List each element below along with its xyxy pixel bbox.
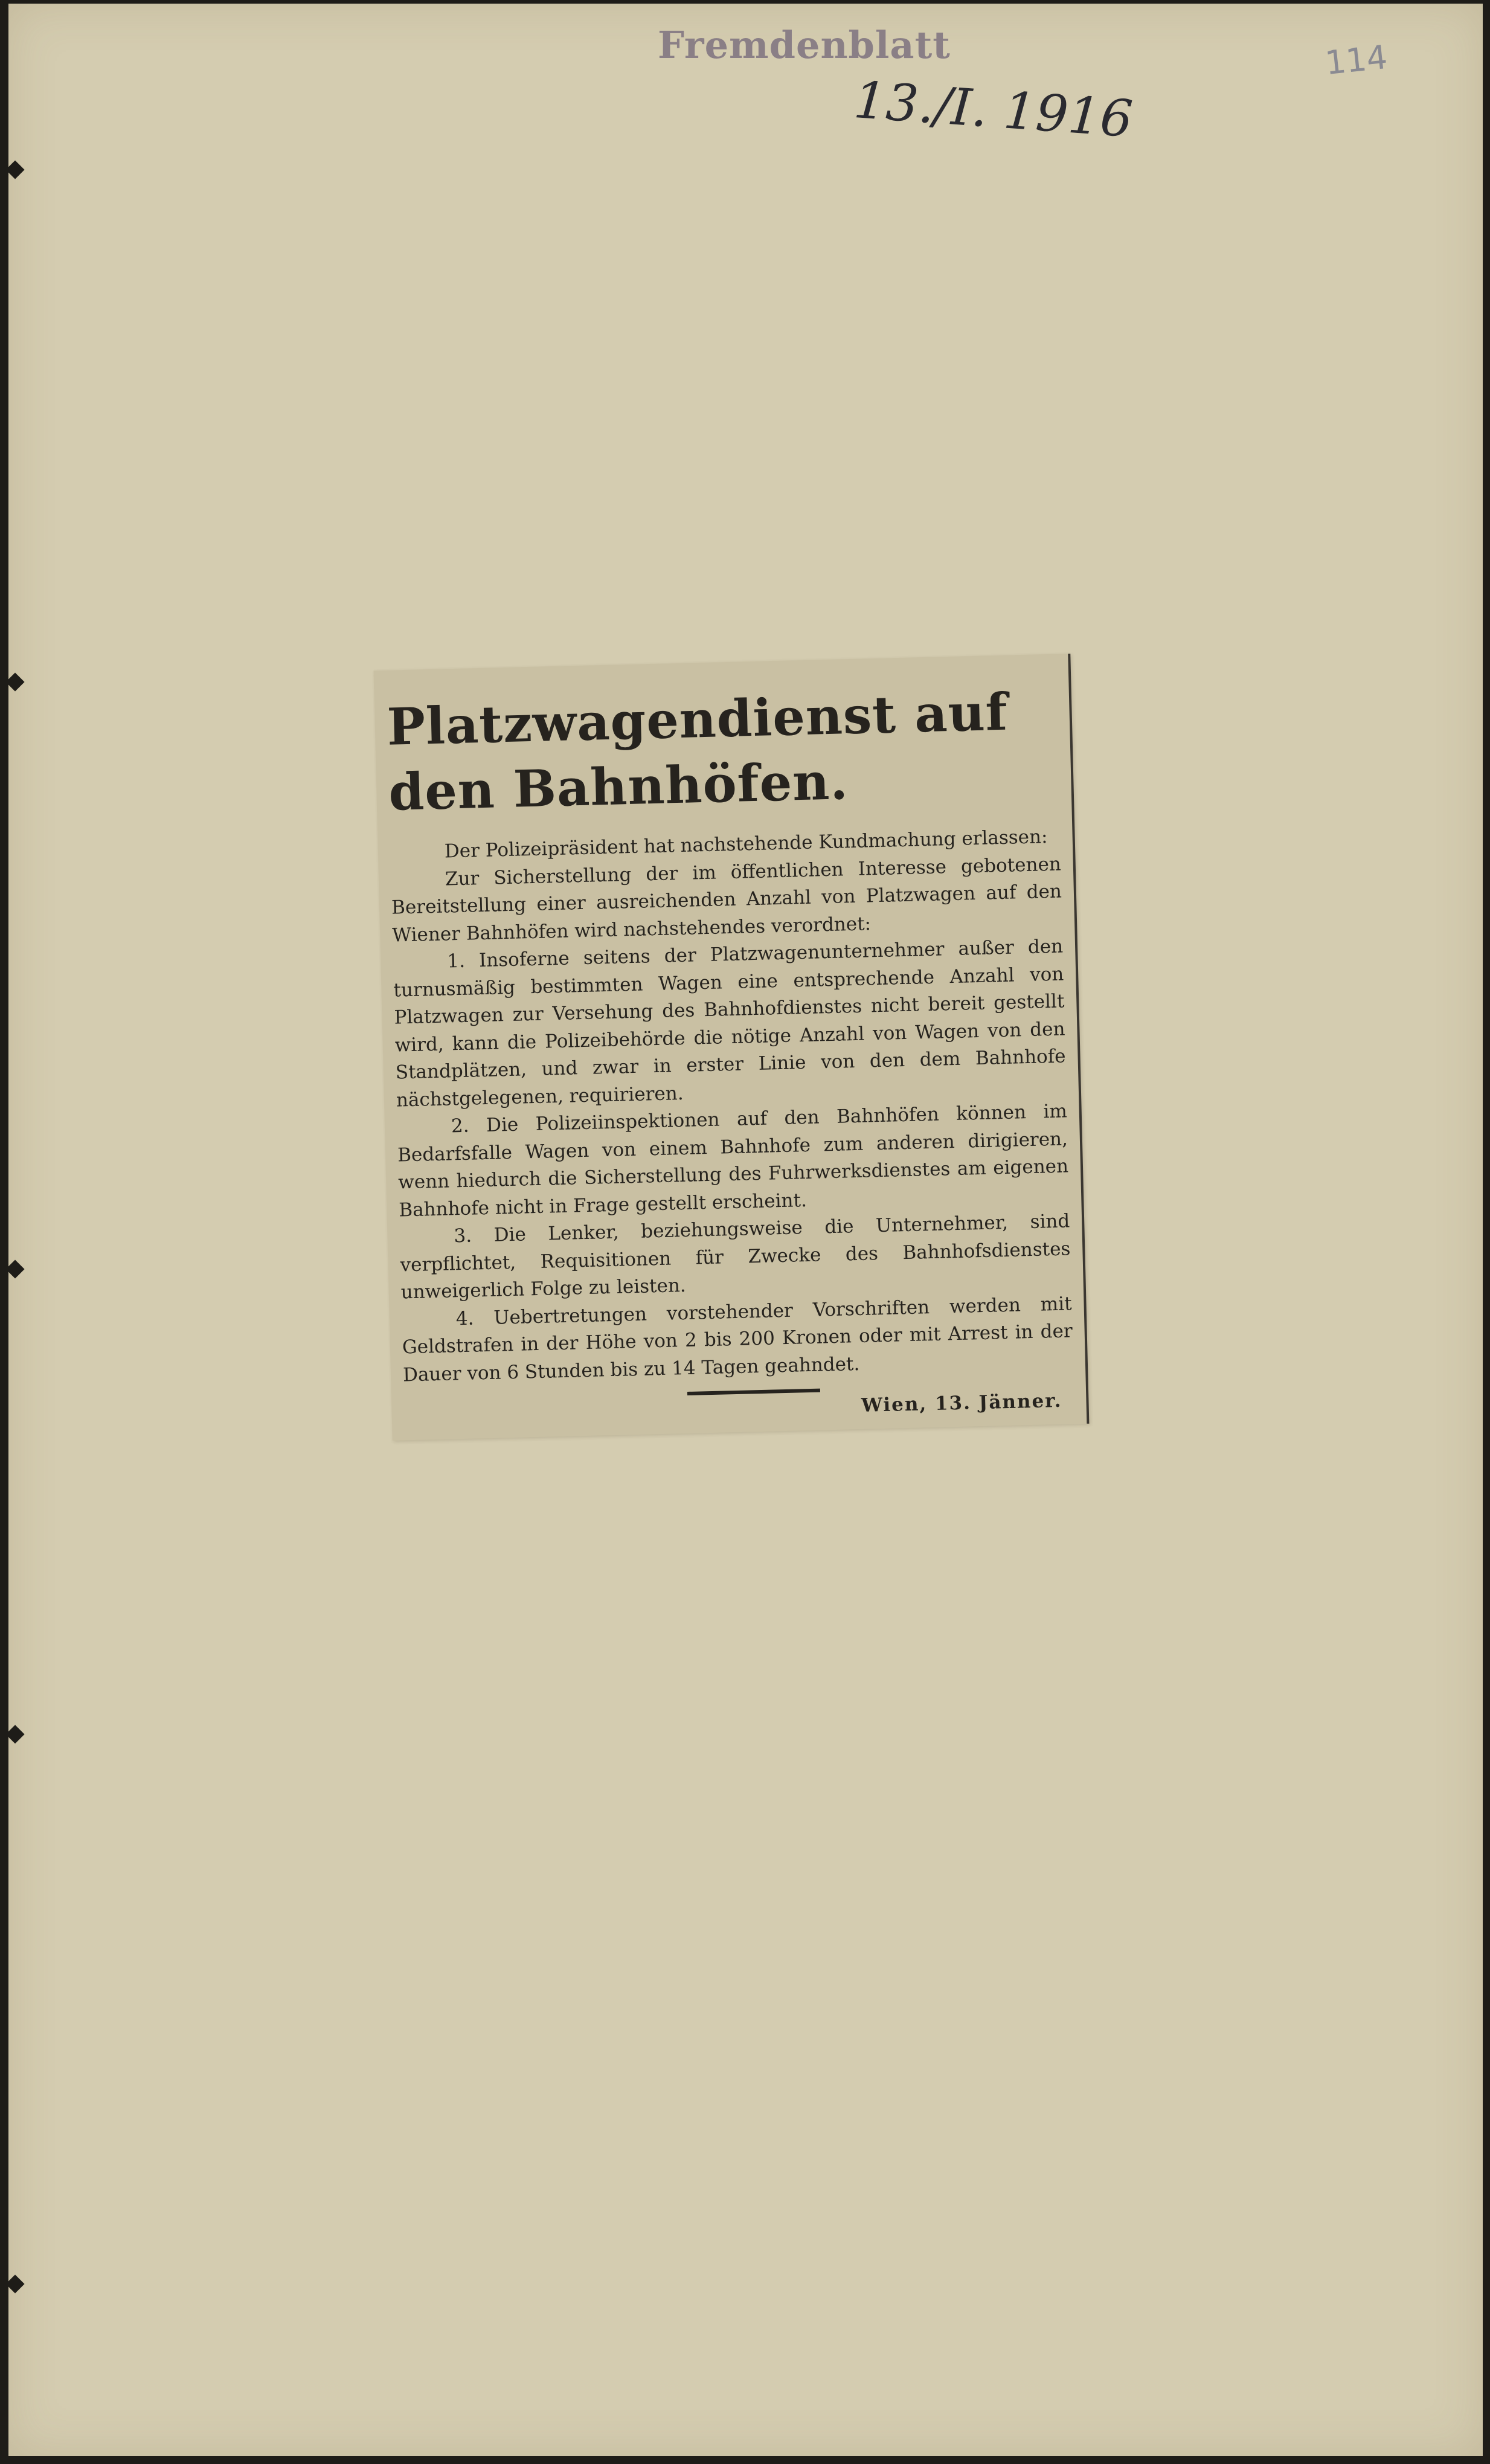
article-paragraph-intro: Der Polizeipräsident hat nachstehende Kundmachung erlassen: <box>444 826 1048 863</box>
article-paragraph-3: 3. Die Lenker, beziehungsweise die Unternehmer, sind verpflichtet, Requisitionen für Zwecke des Bahnhofsdienstes unweigerlich Folge zu leisten. <box>400 1210 1071 1304</box>
article-paragraph-4: 4. Uebertretungen vorstehender Vorschriften werden mit Geldstrafen in der Höhe von 2 bis 200 Kronen oder mit Arrest in der Dauer von 6 Stunden bis zu 14 Tagen geahndet. <box>402 1292 1073 1386</box>
article-body <box>390 823 1073 1389</box>
archive-sheet <box>8 4 1483 2456</box>
article-paragraph-1: 1. Insoferne seitens der Platzwagenunternehmer außer den turnusmäßig bestimmten Wagen eine entsprechende Anzahl von Platzwagen zur Versehung des Bahnhofdienstes nicht bereit gestellt wird, kann die Polizeibehörde die nötige Anzahl von Wagen von den Standplätzen, und zwar in erster Linie von den dem Bahnhofe nächstgelegenen, requirieren. <box>393 935 1066 1111</box>
page-number: 114 <box>1323 37 1390 83</box>
article-paragraph-2: 2. Die Polizeiinspektionen auf den Bahnhöfen können im Bedarfsfalle Wagen von einem Bahnhofe zum anderen dirigieren, wenn hiedurch die Sicherstellung des Fuhrwerksdienstes am eigenen Bahnhofe nicht in Frage gestellt erscheint. <box>397 1100 1069 1221</box>
newspaper-clipping <box>374 654 1090 1441</box>
article-dateline: Wien, 13. Jänner. <box>861 1389 1062 1417</box>
article-headline: Platzwagendienst auf den Bahnhöfen. <box>386 681 1009 822</box>
handwritten-date: 13./I. 1916 <box>852 70 1135 149</box>
article-paragraph-preamble: Zur Sicherstellung der im öffentlichen Interesse gebotenen Bereitstellung einer ausreichenden Anzahl von Platzwagen auf den Wiener Bahnhöfen wird nachstehendes verordnet: <box>391 853 1062 947</box>
source-stamp: Fremdenblatt <box>658 23 951 67</box>
closing-rule <box>687 1389 820 1395</box>
